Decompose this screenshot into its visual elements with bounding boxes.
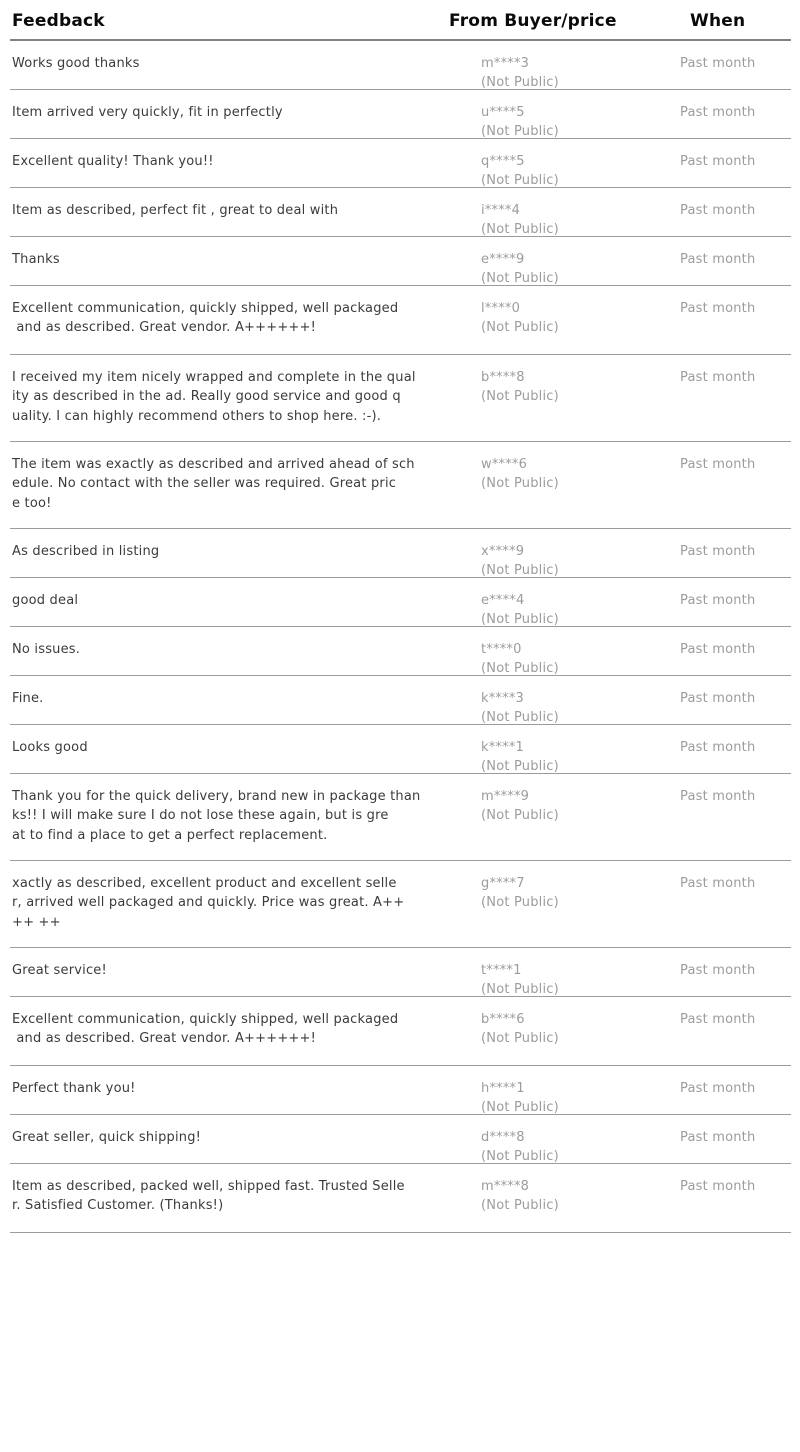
when-value: Past month <box>680 105 756 120</box>
buyer-not-public-label: (Not Public) <box>481 710 559 725</box>
buyer-id: m****9 <box>481 789 530 804</box>
buyer-not-public-label: (Not Public) <box>481 320 559 336</box>
feedback-text-line: The item was exactly as described and arrived ahead of sch <box>12 457 415 472</box>
feedback-text-line: Excellent communication, quickly shipped, well packaged <box>12 301 399 316</box>
when-cell <box>670 455 791 528</box>
feedback-text-line: good deal <box>12 593 79 608</box>
when-cell <box>670 1010 791 1065</box>
buyer-cell <box>471 54 670 89</box>
feedback-row <box>10 578 791 627</box>
feedback-row <box>10 997 791 1066</box>
buyer-not-public-label: (Not Public) <box>481 1100 559 1115</box>
feedback-row <box>10 41 791 90</box>
feedback-text-line: I received my item nicely wrapped and complete in the qual <box>12 370 416 385</box>
buyer-not-public-label: (Not Public) <box>481 563 559 578</box>
feedback-cell <box>10 640 471 675</box>
feedback-cell <box>10 455 471 528</box>
feedback-cell <box>10 738 471 773</box>
buyer-id: e****9 <box>481 252 525 267</box>
buyer-cell <box>471 1177 670 1232</box>
when-value: Past month <box>680 457 756 472</box>
when-value: Past month <box>680 789 756 804</box>
buyer-cell <box>471 368 670 441</box>
when-cell <box>670 54 791 89</box>
buyer-not-public-label: (Not Public) <box>481 75 559 90</box>
when-value: Past month <box>680 203 756 218</box>
feedback-row <box>10 774 791 861</box>
buyer-id: l****0 <box>481 301 521 316</box>
buyer-id: d****8 <box>481 1130 525 1145</box>
when-cell <box>670 640 791 675</box>
buyer-not-public-label: (Not Public) <box>481 1031 559 1047</box>
when-value: Past month <box>680 252 756 267</box>
column-header-from-buyer-cell <box>449 11 670 39</box>
when-value: Past month <box>680 1081 756 1096</box>
buyer-cell <box>471 1079 670 1114</box>
feedback-cell <box>10 201 471 236</box>
feedback-text-line: Thank you for the quick delivery, brand new in package than <box>12 789 421 804</box>
feedback-text-line: r, arrived well packaged and quickly. Price was great. A++ <box>12 895 405 911</box>
when-value: Past month <box>680 740 756 755</box>
buyer-id: t****1 <box>481 963 522 978</box>
buyer-cell <box>471 591 670 626</box>
feedback-text-line: No issues. <box>12 642 81 657</box>
when-cell <box>670 1079 791 1114</box>
buyer-id: x****9 <box>481 544 525 559</box>
feedback-text-line: xactly as described, excellent product and excellent selle <box>12 876 397 891</box>
feedback-cell <box>10 1079 471 1114</box>
buyer-not-public-label: (Not Public) <box>481 222 559 237</box>
when-cell <box>670 874 791 947</box>
when-cell <box>670 1128 791 1163</box>
feedback-row <box>10 1164 791 1233</box>
buyer-cell <box>471 1128 670 1163</box>
when-cell <box>670 152 791 187</box>
buyer-cell <box>471 250 670 285</box>
buyer-cell <box>471 961 670 996</box>
feedback-text-line: edule. No contact with the seller was required. Great pric <box>12 476 397 492</box>
column-header-feedback: Feedback <box>12 11 105 31</box>
buyer-not-public-label: (Not Public) <box>481 661 559 676</box>
feedback-cell <box>10 152 471 187</box>
feedback-cell <box>10 250 471 285</box>
when-value: Past month <box>680 1179 756 1194</box>
feedback-row <box>10 725 791 774</box>
feedback-cell <box>10 1128 471 1163</box>
buyer-cell <box>471 542 670 577</box>
feedback-row <box>10 355 791 442</box>
buyer-id: k****1 <box>481 740 524 755</box>
feedback-cell <box>10 368 471 441</box>
column-header-when: When <box>690 11 746 31</box>
feedback-text-line: ++ ++ <box>12 914 61 930</box>
feedback-cell <box>10 874 471 947</box>
feedback-text-line: Perfect thank you! <box>12 1081 136 1096</box>
feedback-text-line: Looks good <box>12 740 88 755</box>
when-cell <box>670 103 791 138</box>
table-body <box>10 41 791 1233</box>
when-value: Past month <box>680 963 756 978</box>
feedback-text-line: As described in listing <box>12 544 160 559</box>
buyer-not-public-label: (Not Public) <box>481 124 559 139</box>
buyer-not-public-label: (Not Public) <box>481 389 559 405</box>
buyer-cell <box>471 201 670 236</box>
feedback-row <box>10 1066 791 1115</box>
feedback-text-line: Thanks <box>12 252 60 267</box>
feedback-cell <box>10 103 471 138</box>
buyer-cell <box>471 103 670 138</box>
feedback-row <box>10 286 791 355</box>
buyer-cell <box>471 455 670 528</box>
feedback-text-line: Item as described, packed well, shipped fast. Trusted Selle <box>12 1179 405 1194</box>
when-value: Past month <box>680 876 756 891</box>
feedback-text-line: at to find a place to get a perfect replacement. <box>12 827 328 843</box>
feedback-text-line: Fine. <box>12 691 44 706</box>
buyer-id: m****8 <box>481 1179 530 1194</box>
feedback-text-line: Excellent communication, quickly shipped, well packaged <box>12 1012 399 1027</box>
buyer-cell <box>471 689 670 724</box>
buyer-cell <box>471 738 670 773</box>
buyer-not-public-label: (Not Public) <box>481 612 559 627</box>
column-header-from-buyer: From Buyer/price <box>449 11 617 31</box>
column-header-when-cell <box>670 11 791 39</box>
when-cell <box>670 368 791 441</box>
feedback-cell <box>10 961 471 996</box>
buyer-not-public-label: (Not Public) <box>481 1198 559 1214</box>
buyer-id: w****6 <box>481 457 528 472</box>
when-cell <box>670 689 791 724</box>
buyer-id: h****1 <box>481 1081 525 1096</box>
when-value: Past month <box>680 1012 756 1027</box>
feedback-row <box>10 237 791 286</box>
when-cell <box>670 250 791 285</box>
when-value: Past month <box>680 301 756 316</box>
buyer-id: k****3 <box>481 691 524 706</box>
when-cell <box>670 961 791 996</box>
when-value: Past month <box>680 370 756 385</box>
feedback-row <box>10 90 791 139</box>
buyer-id: e****4 <box>481 593 525 608</box>
feedback-text-line: Item arrived very quickly, fit in perfectly <box>12 105 283 120</box>
feedback-row <box>10 861 791 948</box>
when-value: Past month <box>680 56 756 71</box>
buyer-cell <box>471 1010 670 1065</box>
feedback-cell <box>10 1177 471 1232</box>
when-cell <box>670 1177 791 1232</box>
feedback-row <box>10 676 791 725</box>
feedback-row <box>10 442 791 529</box>
buyer-id: t****0 <box>481 642 522 657</box>
buyer-id: i****4 <box>481 203 521 218</box>
buyer-id: g****7 <box>481 876 525 891</box>
feedback-text-line: Great service! <box>12 963 107 978</box>
feedback-cell <box>10 787 471 860</box>
feedback-text-line: Item as described, perfect fit , great to deal with <box>12 203 339 218</box>
buyer-cell <box>471 640 670 675</box>
buyer-id: q****5 <box>481 154 525 169</box>
buyer-cell <box>471 874 670 947</box>
buyer-not-public-label: (Not Public) <box>481 895 559 911</box>
buyer-id: b****6 <box>481 1012 525 1027</box>
buyer-cell <box>471 299 670 354</box>
table-header-row <box>10 0 791 41</box>
feedback-cell <box>10 54 471 89</box>
feedback-text-line: and as described. Great vendor. A++++++! <box>12 1031 317 1047</box>
buyer-not-public-label: (Not Public) <box>481 1149 559 1164</box>
feedback-text-line: ity as described in the ad. Really good service and good q <box>12 389 401 405</box>
when-value: Past month <box>680 691 756 706</box>
when-cell <box>670 787 791 860</box>
feedback-text-line: r. Satisfied Customer. (Thanks!) <box>12 1198 224 1214</box>
buyer-not-public-label: (Not Public) <box>481 759 559 774</box>
feedback-text-line: Great seller, quick shipping! <box>12 1130 202 1145</box>
feedback-row <box>10 948 791 997</box>
feedback-cell <box>10 542 471 577</box>
feedback-row <box>10 139 791 188</box>
buyer-not-public-label: (Not Public) <box>481 173 559 188</box>
feedback-cell <box>10 689 471 724</box>
buyer-not-public-label: (Not Public) <box>481 808 559 824</box>
feedback-text-line: Works good thanks <box>12 56 140 71</box>
feedback-cell <box>10 1010 471 1065</box>
buyer-not-public-label: (Not Public) <box>481 476 559 492</box>
when-cell <box>670 201 791 236</box>
when-cell <box>670 738 791 773</box>
when-value: Past month <box>680 544 756 559</box>
feedback-text-line: ks!! I will make sure I do not lose these again, but is gre <box>12 808 389 824</box>
buyer-not-public-label: (Not Public) <box>481 982 559 997</box>
feedback-cell <box>10 591 471 626</box>
buyer-cell <box>471 787 670 860</box>
when-value: Past month <box>680 1130 756 1145</box>
feedback-row <box>10 627 791 676</box>
feedback-row <box>10 1115 791 1164</box>
feedback-text-line: e too! <box>12 495 52 511</box>
feedback-text-line: Excellent quality! Thank you!! <box>12 154 214 169</box>
feedback-table <box>10 0 791 1233</box>
when-cell <box>670 542 791 577</box>
when-cell <box>670 299 791 354</box>
when-value: Past month <box>680 154 756 169</box>
buyer-not-public-label: (Not Public) <box>481 271 559 286</box>
buyer-cell <box>471 152 670 187</box>
feedback-text-line: and as described. Great vendor. A++++++! <box>12 320 317 336</box>
when-value: Past month <box>680 642 756 657</box>
feedback-row <box>10 529 791 578</box>
buyer-id: m****3 <box>481 56 530 71</box>
buyer-id: b****8 <box>481 370 525 385</box>
when-cell <box>670 591 791 626</box>
feedback-row <box>10 188 791 237</box>
buyer-id: u****5 <box>481 105 525 120</box>
feedback-text-line: uality. I can highly recommend others to shop here. :-). <box>12 408 382 424</box>
feedback-cell <box>10 299 471 354</box>
when-value: Past month <box>680 593 756 608</box>
column-header-feedback-cell <box>10 11 471 39</box>
